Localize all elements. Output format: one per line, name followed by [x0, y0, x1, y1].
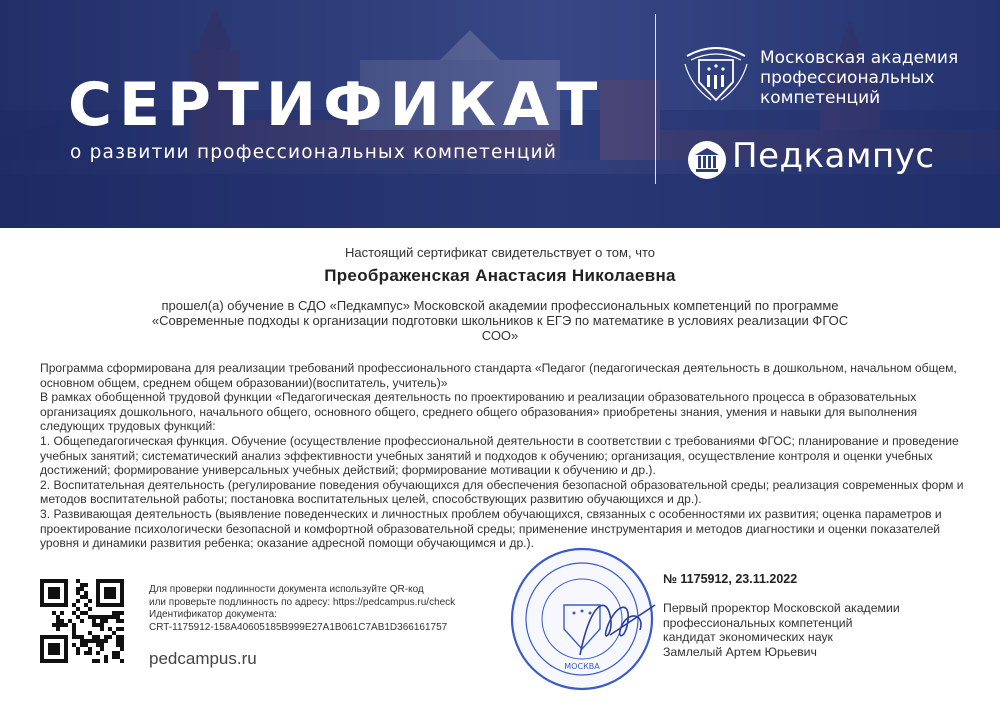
verify-line: или проверьте подлинность по адресу: https://pedcampus.ru/check	[149, 596, 456, 608]
academy-emblem-icon	[681, 42, 751, 104]
document-id: CRT-1175912-158A40605185B999E27A1B061C7AB1D366161757	[149, 621, 448, 633]
signer-line: кандидат экономических наук	[663, 630, 833, 645]
program-paragraph: 3. Развивающая деятельность (выявление поведенческих и личностных проблем обучающихся, связанных с особенностями их развития; оценка параметров и проектирование психологически безопасной и комфортной образовательной среды; применение инструментария и методов диагностики и оценки показателей уровня и динамики развития ребенка; оказание адресной помощи обучающимся и др.).	[40, 506, 942, 551]
academy-name	[760, 48, 990, 108]
course-line: прошел(а) обучение в СДО «Педкампус» Московской академии профессиональных компетенций по программе	[161, 298, 839, 313]
course-line: СОО»	[481, 328, 519, 343]
pedcampus-brand-name: Педкампус	[732, 136, 935, 176]
academy-name-line: компетенций	[760, 88, 881, 108]
site-link[interactable]: pedcampus.ru	[149, 649, 257, 668]
verify-line: Идентификатор документа:	[149, 609, 277, 621]
course-line: «Современные подходы к организации подготовки школьников к ЕГЭ по математике в условиях реализации ФГОС	[151, 313, 849, 328]
program-description	[40, 361, 970, 551]
course-description	[0, 298, 1000, 343]
verify-line: Для проверки подлинности документа используйте QR-код	[149, 584, 424, 595]
verification-info	[149, 584, 479, 634]
program-paragraph: 2. Воспитательная деятельность (регулирование поведения обучающихся для обеспечения безопасной образовательной среды; реализация современных форм и методов воспитательной работы; постановка воспитательных целей, способствующих развитию обучающихся и др.).	[40, 477, 964, 507]
recipient-name: Преображенская Анастасия Николаевна	[324, 266, 676, 285]
program-paragraph: Программа сформирована для реализации требований профессионального стандарта «Педагог (педагогическая деятельность в дошкольном, начальном общем, основном общем, среднем общем образовании)(воспитатель, учитель)»	[40, 361, 957, 390]
certificate-title: СЕРТИФИКАТ	[68, 70, 605, 140]
signer-line: Замлелый Артем Юрьевич	[663, 644, 817, 659]
academy-name-line: Московская академия	[760, 48, 959, 68]
academy-name-line: профессиональных	[760, 68, 935, 88]
signature	[560, 585, 670, 665]
header-banner	[0, 0, 1000, 228]
signer-line: профессиональных компетенций	[663, 615, 853, 630]
pedcampus-logo-icon	[687, 140, 727, 180]
certificate-number: № 1175912, 23.11.2022	[663, 572, 798, 586]
program-paragraph: 1. Общепедагогическая функция. Обучение (осуществление профессиональной деятельности в соответствии с требованиями ФГОС; планирование и проведение учебных занятий; систематический анализ эффективности учебных занятий и подходов к обучению; организация, осуществление контроля и оценки учебных достижений; формирование универсальных учебных действий; формирование мотивации к обучению и др.).	[40, 433, 959, 478]
certificate-intro: Настоящий сертификат свидетельствует о том, что	[344, 245, 656, 260]
signer-line: Первый проректор Московской академии	[663, 601, 900, 615]
certificate-subtitle: о развитии профессиональных компетенций	[70, 142, 558, 163]
banner-divider	[655, 14, 656, 184]
stamp-city: МОСКВА	[564, 662, 600, 671]
qr-code[interactable]	[40, 579, 124, 663]
program-paragraph: В рамках обобщенной трудовой функции «Педагогическая деятельность по проектированию и реализации образовательного процесса в образовательных организациях дошкольного, начального общего, основного общего, среднего общего образования» приобретены знания, умения и навыки для выполнения следующих трудовых функций:	[40, 390, 918, 434]
signer-info	[663, 601, 963, 659]
